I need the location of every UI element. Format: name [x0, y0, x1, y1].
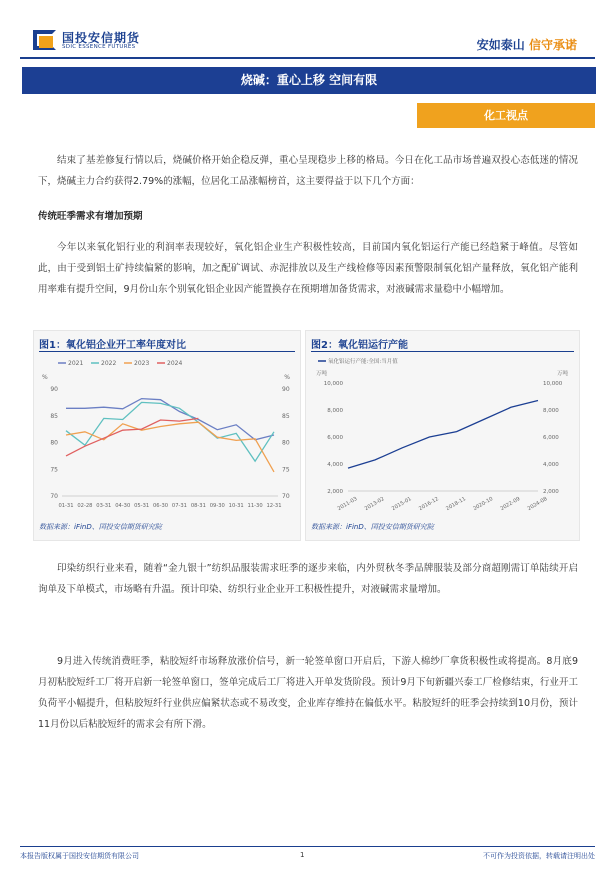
y-tick-label-right: 90: [282, 386, 290, 393]
legend-label: 2021: [68, 360, 84, 367]
y-tick-label-right: 80: [282, 439, 290, 447]
slogan-part1: 安如泰山: [476, 38, 525, 52]
legend-label: 2023: [134, 360, 150, 367]
slogan-part2: 信守承诺: [528, 38, 577, 52]
paragraph-alumina: 今年以来氧化铝行业的利润率表现较好，氧化铝企业生产积极性较高，目前国内氧化铝运行产能已经趋紧于峰值。尽管如此，由于受到铝土矿持续偏紧的影响，加之配矿调试、赤泥排放以及生产线检修等因素预警限制氧化铝产量释放，氧化铝产能利用率难有提升空间，9月份山东个别氧化铝企业因产能置换存在预期增加备货需求，对液碱需求量稳中小幅增加。: [38, 242, 578, 295]
paragraph-textile: 印染纺织行业来看，随着“金九银十”纺织品服装需求旺季的逐步来临，内外贸秋冬季品牌服装及部分商超刚需订单陆续开启询单及下单模式，市场略有升温。预计印染、纺织行业企业开工积极性提升，对液碱需求量增加。: [38, 563, 578, 595]
y-tick-label: 80: [50, 439, 58, 447]
series-line-capacity: [348, 401, 538, 469]
y-tick-label-right: 85: [282, 412, 290, 420]
x-tick-label: 05-31: [134, 503, 150, 509]
logo-accent-icon: [39, 36, 53, 48]
footer-copyright: 本报告版权属于国投安信期货有限公司: [20, 852, 139, 860]
footer-divider: [20, 846, 595, 847]
brand-name-en: SDIC ESSENCE FUTURES: [62, 44, 136, 50]
x-tick-label: 09-30: [209, 503, 225, 509]
y-tick-label-right: 75: [282, 466, 290, 474]
x-tick-label: 03-31: [96, 503, 112, 509]
page-number: 1: [300, 851, 305, 859]
x-tick-label: 2020-10: [472, 496, 495, 513]
y-tick-label-right: 10,000: [543, 381, 563, 387]
x-tick-label: 02-28: [77, 503, 93, 509]
legend-label: 2022: [101, 360, 117, 367]
report-title: 烧碱：重心上移 空间有限: [22, 67, 596, 94]
header-divider: [20, 57, 595, 59]
section-heading: 传统旺季需求有增加预期: [38, 211, 143, 222]
y-tick-label-right: 70: [282, 493, 290, 500]
y-tick-label: 4,000: [327, 462, 343, 468]
x-tick-label: 2022-09: [499, 496, 522, 513]
legend-label: 2024: [167, 360, 183, 367]
y-unit-right: %: [284, 374, 290, 381]
paragraph-intro: 结束了基差修复行情以后，烧碱价格开始企稳反弹，重心呈现稳步上移的格局。今日在化工品市场普遍双投心态低迷的情况下，烧碱主力合约获得2.79%的涨幅，位居化工品涨幅榜首，这主要得益于以下几个方面：: [38, 155, 578, 187]
legend-label: 氧化铝运行产能:全国:当月值: [328, 359, 398, 365]
chart2-title: 图2：氧化铝运行产能: [311, 340, 408, 351]
y-unit-left: 万吨: [316, 371, 328, 377]
chart1-title: 图1：氧化铝企业开工率年度对比: [39, 340, 186, 351]
x-tick-label: 2018-11: [445, 496, 467, 513]
y-unit-left: %: [42, 374, 48, 381]
brand-logo: [33, 30, 56, 50]
y-tick-label: 6,000: [327, 435, 343, 441]
slogan: [477, 36, 577, 53]
chart-capacity: [305, 330, 580, 541]
x-tick-label: 2016-12: [418, 496, 440, 513]
brand-name: 国投安信期货: [62, 31, 141, 45]
y-tick-label: 90: [50, 386, 58, 393]
chart-operating-rate: [33, 330, 301, 541]
y-tick-label: 10,000: [323, 381, 343, 387]
x-tick-label: 10-31: [228, 503, 244, 509]
paragraph-viscose: 9月进入传统消费旺季，粘胶短纤市场释放涨价信号，新一轮签单窗口开启后，下游人棉纱厂拿货积极性或将提高。8月底9月初粘胶短纤工厂将开启新一轮签单窗口，签单完成后工厂将进入开单发货阶段。预计9月下旬新疆兴泰工厂检修结束，行业开工负荷平小幅提升，但粘胶短纤行业供应偏紧状态或不易改变，企业库存维持在偏低水平。粘胶短纤的旺季会持续到10月份，预计11月份以后粘胶短纤的需求会有所下滑。: [38, 656, 578, 730]
series-line-2021: [66, 399, 274, 440]
y-tick-label-right: 2,000: [543, 489, 559, 495]
x-tick-label: 2015-01: [390, 496, 413, 513]
y-tick-label: 2,000: [327, 489, 343, 495]
chart1-source: 数据来源：iFinD、国投安信期货研究院: [39, 523, 162, 531]
chart2-source: 数据来源：iFinD、国投安信期货研究院: [311, 523, 434, 531]
x-tick-label: 01-31: [58, 503, 74, 509]
x-tick-label: 2024-08: [526, 496, 549, 513]
y-tick-label: 75: [50, 466, 58, 474]
x-tick-label: 2011-03: [336, 496, 359, 513]
x-tick-label: 2013-02: [363, 496, 386, 513]
x-tick-label: 06-30: [153, 503, 169, 509]
x-tick-label: 08-31: [190, 503, 206, 509]
y-tick-label: 8,000: [327, 408, 343, 414]
series-line-2022: [66, 402, 274, 461]
x-tick-label: 07-31: [171, 503, 187, 509]
section-tag: 化工视点: [417, 103, 595, 128]
x-tick-label: 04-30: [115, 503, 131, 509]
y-tick-label-right: 6,000: [543, 435, 559, 441]
y-tick-label-right: 8,000: [543, 408, 559, 414]
y-unit-right: 万吨: [556, 371, 568, 377]
x-tick-label: 11-30: [247, 503, 263, 509]
chart1-plot: [34, 331, 302, 542]
footer-disclaimer: 不可作为投资依据，转载请注明出处: [483, 852, 595, 860]
chart2-plot: [306, 331, 581, 542]
y-tick-label: 70: [50, 493, 58, 500]
y-tick-label: 85: [50, 412, 58, 420]
x-tick-label: 12-31: [266, 503, 282, 509]
y-tick-label-right: 4,000: [543, 462, 559, 468]
